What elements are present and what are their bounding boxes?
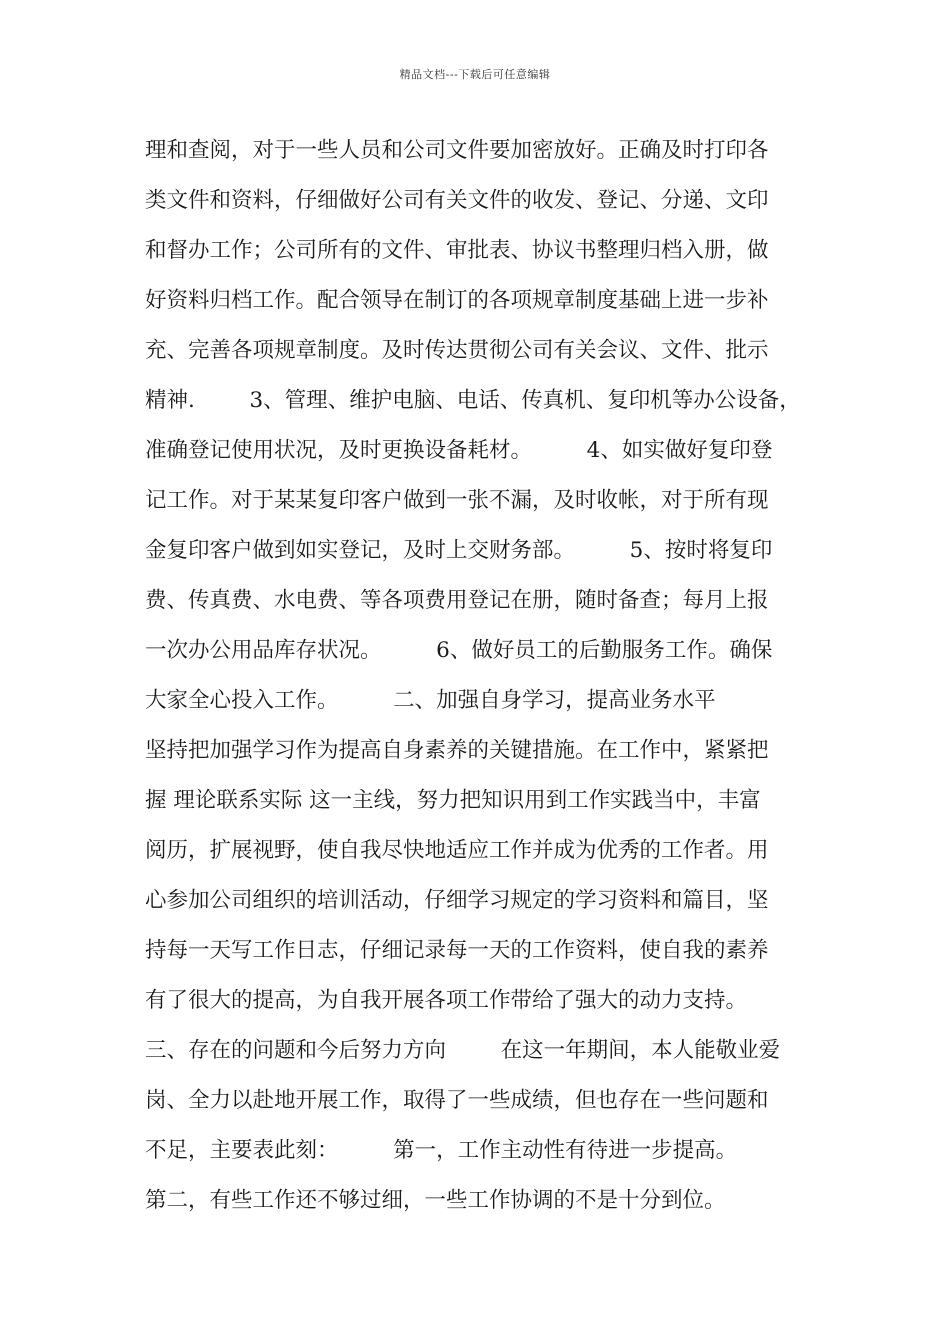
page-header: 精品文档---下载后可任意编辑 bbox=[399, 68, 551, 81]
body-line: 充、完善各项规章制度。及时传达贯彻公司有关会议、文件、批示 bbox=[145, 338, 769, 363]
body-line: 类文件和资料，仔细做好公司有关文件的收发、登记、分递、文印 bbox=[145, 188, 769, 213]
body-line: 和督办工作；公司所有的文件、审批表、协议书整理归档入册，做 bbox=[145, 238, 769, 263]
body-line: 第二，有些工作还不够过细，一些工作协调的不是十分到位。 bbox=[145, 1188, 726, 1213]
body-line: 坚持把加强学习作为提高自身素养的关键措施。在工作中，紧紧把 bbox=[145, 738, 769, 763]
body-line: 三、存在的问题和今后努力方向 在这一年期间，本人能敬业爱 bbox=[145, 1038, 781, 1063]
body-line: 持每一天写工作日志，仔细记录每一天的工作资料，使自我的素养 bbox=[145, 938, 769, 963]
body-line: 握 理论联系实际 这一主线，努力把知识用到工作实践当中，丰富 bbox=[145, 788, 761, 813]
body-line: 准确登记使用状况，及时更换设备耗材。 4、如实做好复印登 bbox=[145, 438, 773, 463]
body-line: 阅历，扩展视野，使自我尽快地适应工作并成为优秀的工作者。用 bbox=[145, 838, 769, 863]
body-line: 记工作。对于某某复印客户做到一张不漏，及时收帐，对于所有现 bbox=[145, 488, 769, 513]
body-line: 精神. 3、管理、维护电脑、电话、传真机、复印机等办公设备， bbox=[145, 388, 801, 413]
body-line: 一次办公用品库存状况。 6、做好员工的后勤服务工作。确保 bbox=[145, 638, 773, 663]
body-line: 金复印客户做到如实登记，及时上交财务部。 5、按时将复印 bbox=[145, 538, 773, 563]
body-line: 费、传真费、水电费、等各项费用登记在册，随时备查；每月上报 bbox=[145, 588, 769, 613]
body-line: 理和查阅，对于一些人员和公司文件要加密放好。正确及时打印各 bbox=[145, 138, 769, 163]
body-line: 好资料归档工作。配合领导在制订的各项规章制度基础上进一步补 bbox=[145, 288, 769, 313]
body-line: 心参加公司组织的培训活动，仔细学习规定的学习资料和篇目，坚 bbox=[145, 888, 769, 913]
body-line: 不足，主要表此刻： 第一，工作主动性有待进一步提高。 bbox=[145, 1138, 738, 1163]
document-body bbox=[145, 126, 815, 1226]
body-line: 大家全心投入工作。 二、加强自身学习，提高业务水平 bbox=[145, 688, 716, 713]
body-line: 有了很大的提高，为自我开展各项工作带给了强大的动力支持。 bbox=[145, 988, 748, 1013]
body-line: 岗、全力以赴地开展工作，取得了一些成绩，但也存在一些问题和 bbox=[145, 1088, 769, 1113]
